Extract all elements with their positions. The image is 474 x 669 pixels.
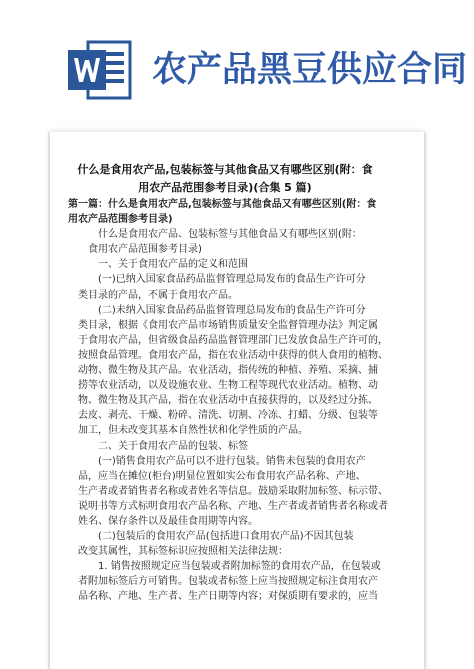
body-line: 物、微生物及其产品，指在农业活动中直接获得的，以及经过分拣、 — [78, 395, 378, 407]
body-line: 二、关于食用农产品的包装、标签 — [98, 440, 248, 452]
document-title-line: 用农产品范围参考目录)(合集 5 篇) — [138, 181, 312, 194]
body-line: 捞等农业活动，以及设施农业、生物工程等现代农业活动。植物、动 — [78, 380, 378, 392]
document-body — [68, 197, 402, 605]
section-heading: 第一篇：什么是食用农产品,包装标签与其他食品又有哪些区别(附：食 — [68, 199, 377, 210]
body-line: 说明书等方式标明食用农产品名称、产地、生产者或者销售者名称或者 — [78, 500, 388, 512]
body-line: 改变其属性，其标签标识应按照相关法律法规： — [78, 546, 288, 558]
body-line: 品名称、产地、生产者、生产日期等内容；对保质期有要求的，应当 — [78, 591, 378, 603]
page-title: 农产品黑豆供应合同 — [152, 50, 468, 90]
body-line: 动物、微生物及其产品。农业活动，指传统的种植、养殖、采摘、捕 — [78, 365, 378, 377]
word-document-icon — [66, 36, 134, 104]
body-line: (一)销售食用农产品可以不进行包装。销售未包装的食用农产 — [98, 455, 366, 467]
body-line: 加工，但未改变其基本自然性状和化学性质的产品。 — [78, 425, 308, 437]
document-title-line: 什么是食用农产品,包装标签与其他食品又有哪些区别(附：食 — [77, 163, 373, 176]
body-line: 去皮、剥壳、干燥、粉碎、清洗、切割、冷冻、打蜡、分级、包装等 — [78, 410, 378, 422]
body-line: 者附加标签后方可销售。包装或者标签上应当按照规定标注食用农产 — [78, 576, 378, 588]
body-line: (一)已纳入国家食品药品监督管理总局发布的食品生产许可分 — [98, 274, 366, 286]
body-line: 生产者或者销售者名称或者姓名等信息。鼓励采取附加标签、标示带、 — [78, 485, 388, 497]
document-title — [60, 161, 390, 197]
body-line: 1. 销售按照规定应当包装或者附加标签的食用农产品，在包装或 — [98, 561, 381, 573]
body-line: 品，应当在摊位(柜台)明显位置如实公布食用农产品名称、产地、 — [78, 470, 366, 482]
section-heading: 用农产品范围参考目录) — [68, 214, 173, 226]
body-line: 按照食品管理。食用农产品，指在农业活动中获得的供人食用的植物、 — [78, 349, 388, 361]
body-line: (二)包装后的食用农产品(包括进口食用农产品)不因其包装 — [98, 531, 354, 543]
body-line: 什么是食用农产品、包装标签与其他食品又有哪些区别(附： — [98, 229, 362, 241]
body-line: 姓名、保存条件以及最佳食用期等内容。 — [78, 515, 258, 527]
body-line: 食用农产品范围参考目录) — [88, 244, 202, 256]
body-line: 一、关于食用农产品的定义和范围 — [98, 259, 248, 271]
body-line: 类目录的产品，不属于食用农产品。 — [78, 289, 238, 301]
body-line: (二)未纳入国家食品药品监督管理总局发布的食品生产许可分 — [98, 304, 366, 316]
body-line: 于食用农产品，但省级食品药品监督管理部门已发放食品生产许可的， — [78, 334, 388, 346]
body-line: 类目录，根据《食用农产品市场销售质量安全监督管理办法》判定属 — [78, 319, 378, 331]
banner-header — [0, 0, 474, 130]
